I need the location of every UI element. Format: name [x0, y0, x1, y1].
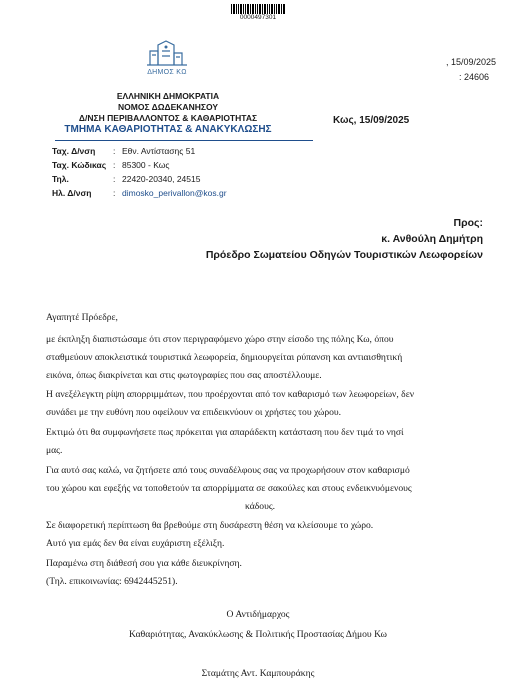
- paragraph-line: Παραμένω στη διάθεσή σου για κάθε διευκρίνηση.: [46, 558, 242, 569]
- paragraph-line: Για αυτό σας καλώ, να ζητήσετε από τους συναδέλφους σας να προχωρήσουν στον καθαρισμό: [46, 465, 410, 476]
- paragraph-line: του χώρου και εφεξής να τοποθετούν τα απορρίμματα σε σακούλες και στους ενδεικνυόμενους: [46, 483, 412, 494]
- contact-phone-line: (Τηλ. επικοινωνίας: 6942445251).: [46, 576, 178, 587]
- signature-role: Ο Αντιδήμαρχος: [226, 609, 290, 620]
- logo-text: ΔΗΜΟΣ ΚΩ: [147, 69, 187, 76]
- contact-colon: :: [113, 146, 116, 156]
- signature-portfolio: Καθαριότητας, Ανακύκλωσης & Πολιτικής Προστασίας Δήμου Κω: [129, 629, 387, 640]
- barcode: [231, 4, 285, 14]
- paragraph-line: μας.: [46, 445, 63, 456]
- header-divider: [55, 140, 313, 141]
- recipient-title: Πρόεδρο Σωματείου Οδηγών Τουριστικών Λεωφορείων: [205, 249, 483, 261]
- header-department: ΤΜΗΜΑ ΚΑΘΑΡΙΟΤΗΤΑΣ & ΑΝΑΚΥΚΛΩΣΗΣ: [64, 124, 272, 135]
- recipient-name: κ. Ανθούλη Δημήτρη: [381, 233, 483, 245]
- contact-label-postcode: Ταχ. Κώδικας: [52, 160, 107, 170]
- reference-date: , 15/09/2025: [446, 57, 497, 67]
- paragraph-line: Αυτό για εμάς δεν θα είναι ευχάριστη εξέλιξη.: [46, 538, 225, 549]
- contact-value-phone: 22420-20340, 24515: [122, 174, 201, 184]
- contact-colon: :: [113, 160, 116, 170]
- contact-label-phone: Τηλ.: [52, 174, 69, 184]
- paragraph-line: κάδους.: [244, 501, 276, 512]
- contact-label-email: Ηλ. Δ/νση: [52, 188, 92, 198]
- signature-name: Σταμάτης Αντ. Καμπουράκης: [201, 668, 315, 679]
- header-line-directorate: Δ/ΝΣΗ ΠΕΡΙΒΑΛΛΟΝΤΟΣ & ΚΑΘΑΡΙΟΤΗΤΑΣ: [78, 113, 258, 123]
- municipality-logo-icon: [144, 37, 190, 69]
- paragraph-line: σταθμεύουν αποκλειστικά τουριστικά λεωφορεία, δημιουργείται ρύπανση και αντιαισθητική: [46, 352, 403, 363]
- contact-colon: :: [113, 188, 116, 198]
- greeting: Αγαπητέ Πρόεδρε,: [46, 312, 118, 323]
- recipient-to: Προς:: [453, 217, 483, 229]
- paragraph-line: συνάδει με την ευθύνη που οφείλουν να επιδεικνύουν οι χρήστες του χώρου.: [46, 407, 342, 418]
- paragraph-line: Εκτιμώ ότι θα συμφωνήσετε πως πρόκειται για απαράδεκτη κατάσταση που δεν τιμά το νησί: [46, 427, 404, 438]
- contact-colon: :: [113, 174, 116, 184]
- paragraph-line: Η ανεξέλεγκτη ρίψη απορριμμάτων, που προέρχονται από τον καθαρισμό των λεωφορείων, δεν: [46, 389, 415, 400]
- contact-label-address: Ταχ. Δ/νση: [52, 146, 96, 156]
- paragraph-line: με έκπληξη διαπιστώσαμε ότι στον περιγραφόμενο χώρο στην είσοδο της πόλης Κω, όπου: [46, 334, 394, 345]
- paragraph-line: εικόνα, όπως διακρίνεται και στις φωτογραφίες που σας αποστέλλουμε.: [46, 370, 322, 381]
- header-line-republic: ΕΛΛΗΝΙΚΗ ΔΗΜΟΚΡΑΤΙΑ: [116, 91, 220, 101]
- barcode-number: 0000497301: [239, 14, 277, 21]
- header-line-prefecture: ΝΟΜΟΣ ΔΩΔΕΚΑΝΗΣΟΥ: [118, 102, 218, 112]
- paragraph-line: Σε διαφορετική περίπτωση θα βρεθούμε στη δυσάρεστη θέση να κλείσουμε το χώρο.: [46, 520, 374, 531]
- protocol-number: : 24606: [459, 72, 490, 82]
- contact-value-email[interactable]: dimosko_perivallon@kos.gr: [122, 188, 227, 198]
- contact-value-postcode: 85300 - Κως: [122, 160, 170, 170]
- place-date: Κως, 15/09/2025: [333, 115, 410, 126]
- contact-value-address: Εθν. Αντίστασης 51: [122, 146, 196, 156]
